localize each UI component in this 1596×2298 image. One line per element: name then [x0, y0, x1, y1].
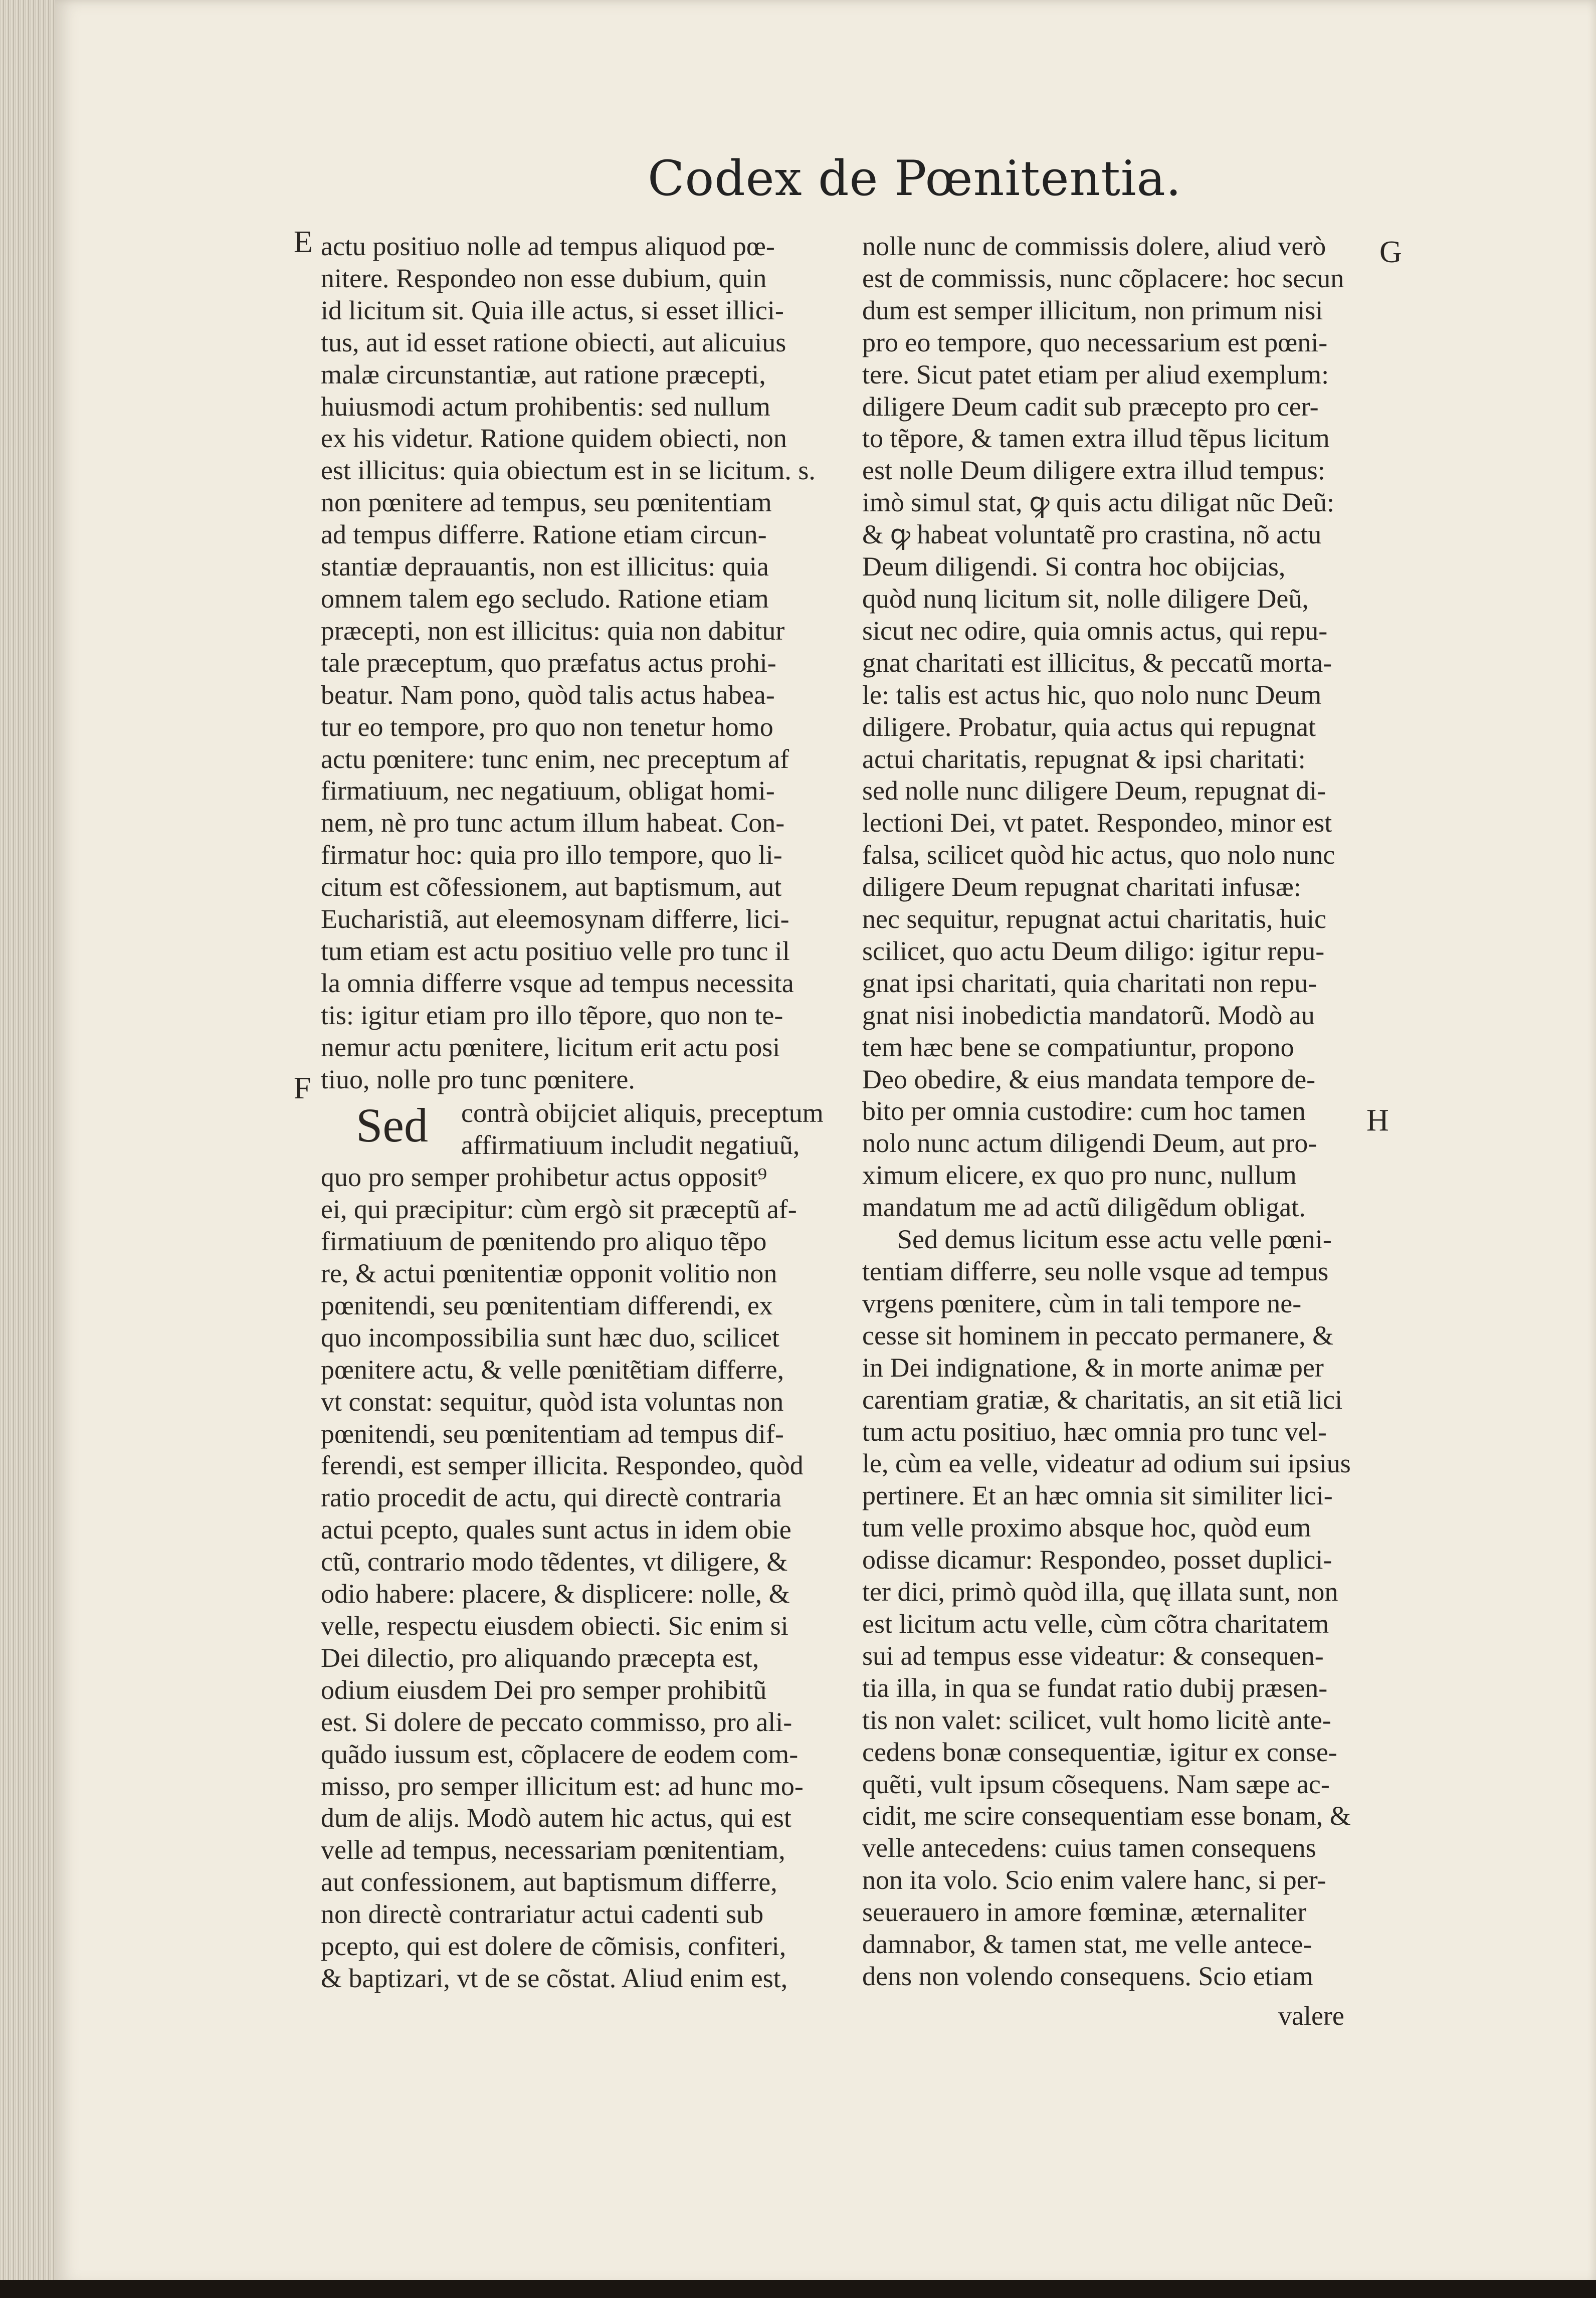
text-line: le: talis est actus hic, quo nolo nunc Deum	[862, 679, 1322, 710]
text-line: actui charitatis, repugnat & ipsi charitati:	[862, 743, 1306, 774]
text-line: sui ad tempus esse videatur: & consequen-	[862, 1640, 1324, 1671]
text-line: actu pœnitere: tunc enim, nec preceptum af	[321, 743, 789, 774]
text-line: pœnitendi, seu pœnitentiam ad tempus dif-	[321, 1418, 784, 1449]
text-line: quo incompossibilia sunt hæc duo, scilicet	[321, 1322, 779, 1353]
text-line: tus, aut id esset ratione obiecti, aut alicuius	[321, 327, 786, 357]
text-line: velle, respectu eiusdem obiecti. Sic enim si	[321, 1610, 788, 1641]
text-line: est illicitus: quia obiectum est in se licitum. s.	[321, 455, 816, 486]
text-line: lectioni Dei, vt patet. Respondeo, minor est	[862, 808, 1332, 838]
text-line: seuerauero in amore fœminæ, æternaliter	[862, 1897, 1307, 1928]
text-line: stantiæ deprauantis, non est illicitus: quia	[321, 551, 769, 582]
text-line: gnat charitati est illicitus, & peccatũ morta-	[862, 647, 1332, 678]
text-line: odisse dicamur: Respondeo, posset duplici-	[862, 1545, 1332, 1575]
text-line: diligere. Probatur, quia actus qui repugnat	[862, 711, 1316, 742]
text-line: ratio procedit de actu, qui directè contraria	[321, 1482, 782, 1513]
text-line: tere. Sicut patet etiam per aliud exemplum:	[862, 359, 1329, 390]
text-line: non directè contrariatur actui cadenti sub	[321, 1899, 764, 1930]
text-line: tiuo, nolle pro tunc pœnitere.	[321, 1064, 635, 1094]
text-line: quòd nunq licitum sit, nolle diligere Deũ,	[862, 583, 1309, 614]
text-line: pœnitere actu, & velle pœnitẽtiam differre,	[321, 1354, 784, 1385]
text-line: omnem talem ego secludo. Ratione etiam	[321, 583, 769, 614]
catchword: valere	[1278, 2001, 1344, 2031]
text-line: firmatiuum, nec negatiuum, obligat homi-	[321, 776, 775, 806]
text-line: huiusmodi actum prohibentis: sed nullum	[321, 391, 770, 422]
text-line: est nolle Deum diligere extra illud tempus:	[862, 455, 1325, 486]
text-line: tur eo tempore, pro quo non tenetur homo	[321, 711, 773, 742]
text-line: affirmatiuum includit negatiuũ,	[461, 1130, 800, 1161]
text-line: pcepto, qui est dolere de cõmisis, confiteri,	[321, 1931, 786, 1962]
text-line: tia illa, in qua se fundat ratio dubij præsen-	[862, 1672, 1328, 1703]
text-line: beatur. Nam pono, quòd talis actus habea-	[321, 679, 775, 710]
text-line: nitere. Respondeo non esse dubium, quin	[321, 263, 767, 293]
text-line: ex his videtur. Ratione quidem obiecti, non	[321, 423, 787, 454]
text-line: nem, nè pro tunc actum illum habeat. Con-	[321, 808, 785, 838]
right-column	[862, 231, 1373, 1993]
text-line: contrà obijciet aliquis, preceptum	[461, 1098, 824, 1128]
text-line: quo pro semper prohibetur actus opposit⁹	[321, 1162, 767, 1193]
text-line: ferendi, est semper illicita. Respondeo, quòd	[321, 1450, 804, 1481]
text-line: gnat ipsi charitati, quia charitati non repu-	[862, 968, 1317, 998]
text-line: ei, qui præcipitur: cùm ergò sit præceptũ af-	[321, 1194, 797, 1225]
text-line: nolle nunc de commissis dolere, aliud verò	[862, 231, 1326, 261]
text-line: Deum diligendi. Si contra hoc obijcias,	[862, 551, 1286, 582]
text-line: in Dei indignatione, & in morte animæ per	[862, 1352, 1324, 1383]
text-line: to tẽpore, & tamen extra illud tẽpus licitum	[862, 423, 1330, 454]
text-line: & ꝙ habeat voluntatẽ pro crastina, nõ actu	[862, 519, 1322, 550]
text-line: tem hæc bene se compatiuntur, propono	[862, 1032, 1294, 1062]
margin-letter-f: F	[294, 1071, 311, 1105]
text-line: aut confessionem, aut baptismum differre,	[321, 1867, 777, 1897]
text-line: mandatum me ad actũ diligẽdum obligat.	[862, 1192, 1306, 1223]
text-line: malæ circunstantiæ, aut ratione præcepti,	[321, 359, 766, 390]
text-line: le, cùm ea velle, videatur ad odium sui ipsius	[862, 1448, 1351, 1479]
right-column-paragraph-1	[862, 231, 1373, 1224]
text-line: tum velle proximo absque hoc, quòd eum	[862, 1512, 1311, 1543]
right-column-paragraph-2	[862, 1224, 1373, 1993]
text-line: quẽti, vult ipsum cõsequens. Nam sæpe ac-	[862, 1769, 1330, 1799]
text-line: ximum elicere, ex quo pro nunc, nullum	[862, 1160, 1297, 1191]
text-line: non pœnitere ad tempus, seu pœnitentiam	[321, 487, 772, 518]
running-head: Codex de Pœnitentia.	[648, 150, 1182, 207]
text-line: firmatur hoc: quia pro illo tempore, quo li-	[321, 840, 782, 870]
text-line: ad tempus differre. Ratione etiam circun-	[321, 519, 767, 550]
text-line: falsa, scilicet quòd hic actus, quo nolo nunc	[862, 840, 1335, 870]
text-line: ter dici, primò quòd illa, quę illata sunt, non	[862, 1577, 1338, 1607]
text-line: dum est semper illicitum, non primum nisi	[862, 295, 1323, 325]
text-line: Dei dilectio, pro aliquando præcepta est,	[321, 1642, 759, 1673]
text-line: ctũ, contrario modo tẽdentes, vt diligere, &	[321, 1547, 788, 1577]
text-line: odio habere: placere, & displicere: nolle, &	[321, 1579, 790, 1609]
text-line: cedens bonæ consequentiæ, igitur ex conse-	[862, 1737, 1337, 1767]
left-paragraph-2-body	[321, 1162, 827, 1995]
text-line: sicut nec odire, quia omnis actus, qui repu-	[862, 615, 1328, 646]
left-column-paragraph-1	[321, 231, 827, 1095]
text-line: actui pcepto, quales sunt actus in idem obie	[321, 1514, 791, 1545]
text-line: tale præceptum, quo præfatus actus prohi-	[321, 647, 776, 678]
page-bottom-shadow	[0, 2280, 1596, 2298]
text-line: re, & actui pœnitentiæ opponit volitio non	[321, 1258, 777, 1288]
text-line: Deo obedire, & eius mandata tempore de-	[862, 1064, 1316, 1094]
text-line: nec sequitur, repugnat actui charitatis, huic	[862, 904, 1326, 934]
text-line: velle antecedens: cuius tamen consequens	[862, 1833, 1316, 1863]
text-line: nemur actu pœnitere, licitum erit actu posi	[321, 1032, 780, 1062]
text-line: pœnitendi, seu pœnitentiam differendi, ex	[321, 1290, 773, 1320]
text-line: damnabor, & tamen stat, me velle antece-	[862, 1929, 1312, 1960]
text-line: tis non valet: scilicet, vult homo licitè ante-	[862, 1704, 1331, 1735]
text-line: diligere Deum cadit sub præcepto pro cer-	[862, 391, 1319, 422]
text-line: vrgens pœnitere, cùm in tali tempore ne-	[862, 1288, 1302, 1318]
text-line: dum de alijs. Modò autem hic actus, qui est	[321, 1803, 791, 1833]
text-line: tentiam differre, seu nolle vsque ad tempus	[862, 1256, 1329, 1286]
margin-letter-h: H	[1366, 1103, 1389, 1137]
text-line: citum est cõfessionem, aut baptismum, aut	[321, 872, 782, 902]
text-line: diligere Deum repugnat charitati infusæ:	[862, 872, 1301, 902]
left-column-paragraph-2	[321, 1097, 827, 1994]
text-line: imò simul stat, ꝙ quis actu diligat nũc Deũ:	[862, 487, 1334, 518]
text-line: actu positiuo nolle ad tempus aliquod pœ-	[321, 231, 775, 261]
text-line: est. Si dolere de peccato commisso, pro ali-	[321, 1706, 792, 1737]
text-line: præcepti, non est illicitus: quia non dabitur	[321, 615, 785, 646]
text-line: cesse sit hominem in peccato permanere, &	[862, 1320, 1334, 1351]
text-line: cidit, me scire consequentiam esse bonam, &	[862, 1801, 1351, 1831]
text-line: id licitum sit. Quia ille actus, si esset illici-	[321, 295, 784, 325]
text-line: bito per omnia custodire: cum hoc tamen	[862, 1096, 1306, 1126]
text-line: est de commissis, nunc cõplacere: hoc secun	[862, 263, 1344, 293]
left-column	[321, 231, 827, 1995]
text-line: la omnia differre vsque ad tempus necessita	[321, 968, 794, 998]
text-line: dens non volendo consequens. Scio etiam	[862, 1961, 1313, 1991]
text-line: gnat nisi inobedictia mandatorũ. Modò au	[862, 1000, 1315, 1030]
text-line: carentiam gratiæ, & charitatis, an sit etiã lici	[862, 1384, 1343, 1415]
margin-letter-e: E	[294, 225, 313, 259]
text-line: quãdo iussum est, cõplacere de eodem com-	[321, 1739, 799, 1769]
text-line: pertinere. Et an hæc omnia sit similiter lici-	[862, 1480, 1333, 1511]
text-line: est licitum actu velle, cùm cõtra charitatem	[862, 1608, 1329, 1639]
text-line: pro eo tempore, quo necessarium est pœni-	[862, 327, 1328, 357]
text-line: & baptizari, vt de se cõstat. Aliud enim est,	[321, 1963, 788, 1993]
text-line: tum etiam est actu positiuo velle pro tunc il	[321, 935, 790, 966]
text-line: misso, pro semper illicitum est: ad hunc mo-	[321, 1771, 804, 1801]
text-line: nolo nunc actum diligendi Deum, aut pro-	[862, 1128, 1317, 1159]
text-line: sed nolle nunc diligere Deum, repugnat di-	[862, 776, 1326, 806]
text-line: scilicet, quo actu Deum diligo: igitur repu-	[862, 935, 1325, 966]
text-line: velle ad tempus, necessariam pœnitentiam,	[321, 1835, 785, 1865]
text-line: vt constat: sequitur, quòd ista voluntas non	[321, 1386, 784, 1417]
text-line: Sed demus licitum esse actu velle pœni-	[897, 1224, 1332, 1255]
text-line: non ita volo. Scio enim valere hanc, si per-	[862, 1865, 1326, 1895]
text-line: Eucharistiã, aut eleemosynam differre, lici-	[321, 904, 789, 934]
text-line: tis: igitur etiam pro illo tẽpore, quo non te-	[321, 1000, 783, 1030]
margin-letter-g: G	[1379, 235, 1402, 269]
text-line: odium eiusdem Dei pro semper prohibitũ	[321, 1674, 767, 1705]
text-line: tum actu positiuo, hæc omnia pro tunc vel-	[862, 1416, 1327, 1447]
text-line: firmatiuum de pœnitendo pro aliquo tẽpo	[321, 1226, 767, 1257]
initial-word: Sed	[356, 1098, 428, 1153]
